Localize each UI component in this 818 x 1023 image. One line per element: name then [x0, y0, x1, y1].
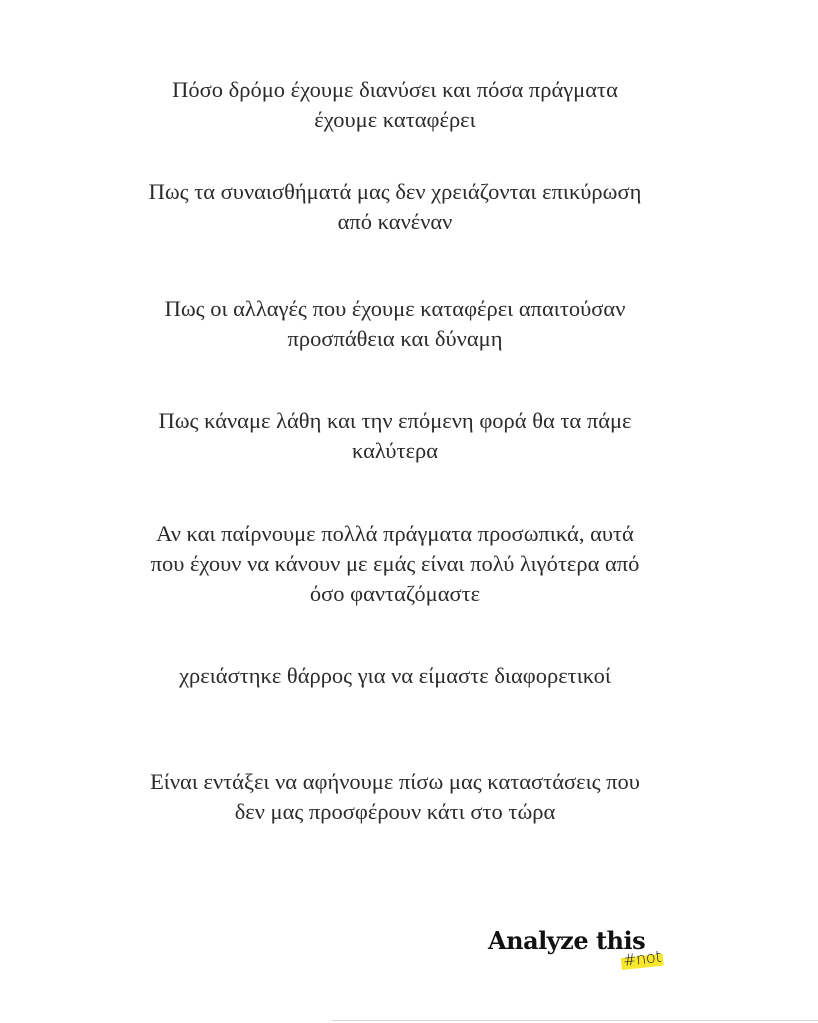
text-line: Αν και παίρνουμε πολλά πράγματα προσωπικά, αυτά: [156, 521, 634, 546]
logo-title: Analyze this: [488, 926, 646, 955]
logo-hashtag: [620, 948, 664, 970]
reflection-paragraph-2: [95, 177, 695, 237]
logo-hashtag-text: #not: [622, 946, 663, 970]
text-line: Πως τα συναισθήματά μας δεν χρειάζονται επικύρωση: [148, 179, 642, 204]
text-line: Πως οι αλλαγές που έχουμε καταφέρει απαιτούσαν: [164, 296, 626, 321]
text-line: δεν μας προσφέρουν κάτι στο τώρα: [234, 799, 556, 824]
text-line: που έχουν να κάνουν με εμάς είναι πολύ λιγότερα από: [150, 551, 640, 576]
text-line: Είναι εντάξει να αφήνουμε πίσω μας καταστάσεις που: [150, 769, 640, 794]
text-line: χρειάστηκε θάρρος για να είμαστε διαφορετικοί: [179, 663, 611, 688]
reflection-paragraph-7: [95, 767, 695, 827]
text-line: όσο φανταζόμαστε: [309, 581, 481, 606]
text-line: Πόσο δρόμο έχουμε διανύσει και πόσα πράγματα: [172, 77, 618, 102]
bottom-divider: [332, 1020, 818, 1021]
reflection-paragraph-5: [95, 519, 695, 609]
text-line: έχουμε καταφέρει: [314, 107, 476, 132]
reflection-paragraph-3: [95, 294, 695, 354]
reflection-paragraph-6: [95, 661, 695, 691]
text-line: καλύτερα: [351, 438, 439, 463]
text-line: από κανέναν: [337, 209, 453, 234]
reflection-paragraph-4: [95, 406, 695, 466]
brand-logo: [488, 925, 688, 985]
text-line: προσπάθεια και δύναμη: [287, 326, 503, 351]
reflection-paragraph-1: [95, 75, 695, 135]
text-line: Πως κάναμε λάθη και την επόμενη φορά θα τα πάμε: [158, 408, 632, 433]
